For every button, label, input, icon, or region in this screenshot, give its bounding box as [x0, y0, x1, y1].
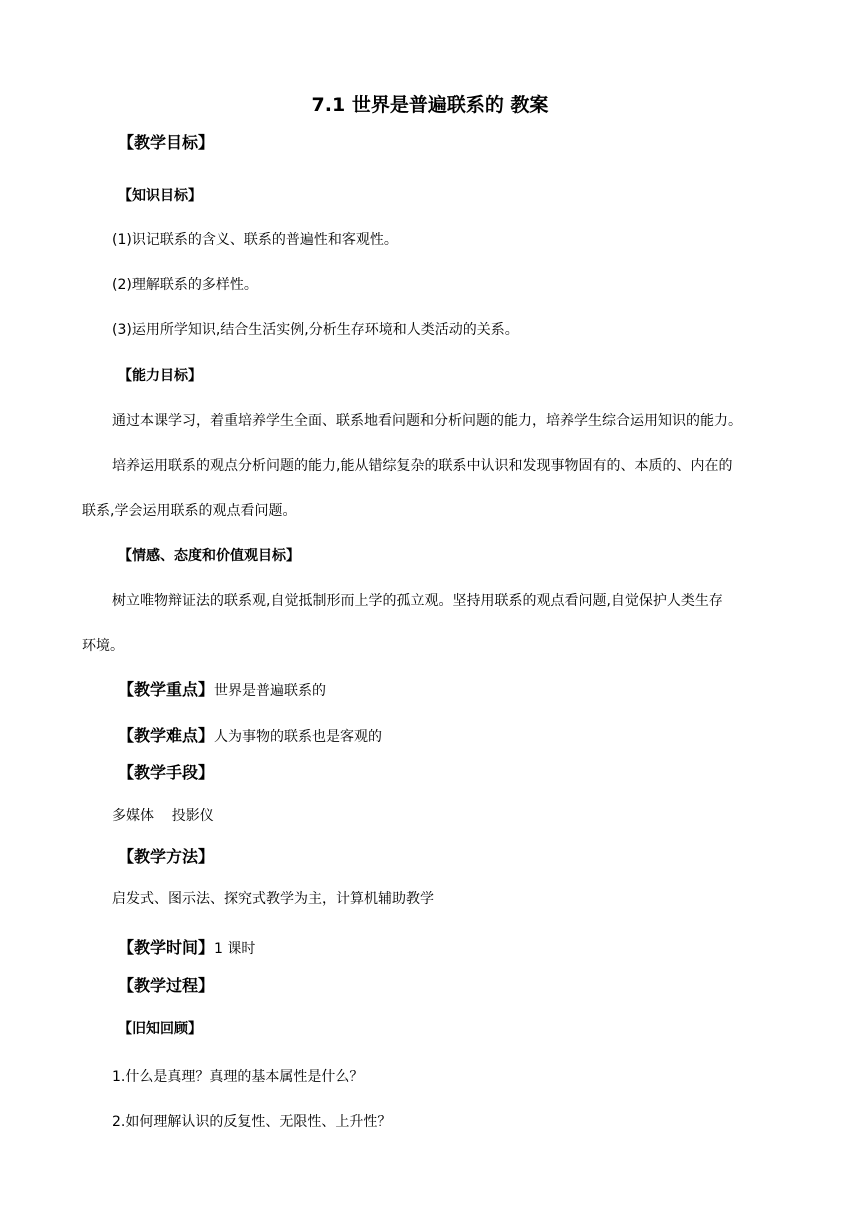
ability-goals-heading: 【能力目标】 [118, 368, 202, 384]
teaching-time-label: 【教学时间】 [118, 938, 215, 957]
knowledge-item-1: (1)识记联系的含义、联系的普遍性和客观性。 [112, 232, 398, 248]
teaching-means-heading: 【教学手段】 [118, 763, 215, 782]
teaching-time-line [118, 937, 255, 960]
document-title: 7.1 世界是普遍联系的 教案 [311, 94, 549, 116]
difficulty-text: 人为事物的联系也是客观的 [214, 729, 383, 745]
knowledge-item-3: (3)运用所学知识,结合生活实例,分析生存环境和人类活动的关系。 [112, 322, 519, 338]
key-point-line [118, 679, 326, 702]
knowledge-item-2: (2)理解联系的多样性。 [112, 277, 258, 293]
ability-paragraph-2-line-2: 联系,学会运用联系的观点看问题。 [82, 503, 297, 519]
ability-paragraph-2-line-1: 培养运用联系的观点分析问题的能力,能从错综复杂的联系中认识和发现事物固有的、本质的、内在的 [112, 458, 733, 474]
teaching-method-heading: 【教学方法】 [118, 847, 215, 866]
emotion-paragraph-line-2: 环境。 [82, 638, 124, 654]
emotion-paragraph-line-1: 树立唯物辩证法的联系观,自觉抵制形而上学的孤立观。坚持用联系的观点看问题,自觉保护人类生存 [112, 593, 723, 609]
emotion-goals-heading: 【情感、态度和价值观目标】 [118, 548, 300, 564]
review-question-1: 1.什么是真理？真理的基本属性是什么？ [112, 1069, 364, 1085]
ability-paragraph-1: 通过本课学习，着重培养学生全面、联系地看问题和分析问题的能力，培养学生综合运用知识的能力。 [112, 413, 742, 429]
key-point-text: 世界是普遍联系的 [214, 683, 327, 699]
teaching-goals-heading: 【教学目标】 [118, 133, 215, 152]
teaching-means-text: 多媒体 投影仪 [112, 808, 214, 824]
key-point-label: 【教学重点】 [118, 680, 215, 699]
review-heading: 【旧知回顾】 [118, 1021, 202, 1037]
teaching-method-text: 启发式、图示法、探究式教学为主，计算机辅助教学 [112, 891, 434, 907]
teaching-time-text: 1 课时 [214, 941, 256, 957]
difficulty-line [118, 725, 382, 748]
teaching-process-heading: 【教学过程】 [118, 976, 215, 995]
knowledge-goals-heading: 【知识目标】 [118, 188, 202, 204]
review-question-2: 2.如何理解认识的反复性、无限性、上升性？ [112, 1114, 392, 1130]
difficulty-label: 【教学难点】 [118, 726, 215, 745]
